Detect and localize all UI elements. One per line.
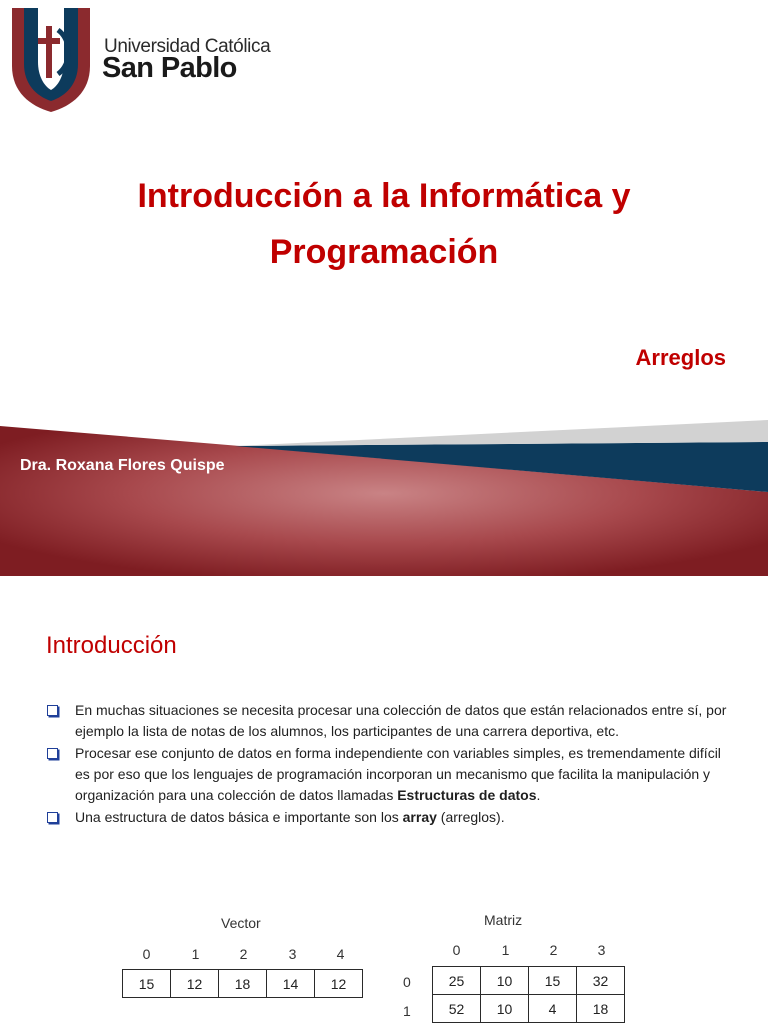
bullet-bold-text: Estructuras de datos: [397, 787, 537, 803]
vector-cell: 12: [171, 970, 219, 998]
square-bullet-icon: [47, 705, 58, 716]
square-bullet-icon: [47, 812, 58, 823]
table-row: [123, 970, 363, 998]
bullet-item-1: [46, 700, 736, 742]
matrix-col-index: 2: [549, 942, 558, 958]
vector-cell: 12: [315, 970, 363, 998]
matrix-title: Matriz: [484, 912, 523, 928]
table-row: [433, 995, 625, 1023]
matrix-row-index: 0: [403, 974, 411, 990]
matrix-col-index: 1: [501, 942, 510, 958]
vector-index: 1: [191, 946, 200, 962]
matrix-cell: 25: [433, 967, 481, 995]
course-title-line2: Programación: [269, 233, 499, 271]
university-name-line1: Universidad Católica: [104, 36, 271, 57]
bullet-text: En muchas situaciones se necesita procesar una colección de datos que están relacionados entre sí, por ejemplo la lista de notas de los alumnos, los participantes de una carrera deportiva, etc.: [75, 702, 727, 739]
vector-table: [122, 969, 363, 998]
author-name: Dra. Roxana Flores Quispe: [20, 457, 225, 474]
matrix-cell: 18: [577, 995, 625, 1023]
matrix-col-index: 0: [452, 942, 461, 958]
bullet-item-2: [46, 743, 736, 806]
matrix-cell: 32: [577, 967, 625, 995]
matrix-cell: 4: [529, 995, 577, 1023]
vector-index: 3: [288, 946, 297, 962]
vector-index: 0: [142, 946, 151, 962]
bullet-bold-text: array: [402, 809, 437, 825]
university-name-line2: San Pablo: [102, 52, 237, 84]
matrix-cell: 15: [529, 967, 577, 995]
section-heading: Introducción: [46, 632, 177, 659]
vector-index: 2: [239, 946, 248, 962]
matrix-table: [432, 966, 625, 1023]
university-shield-logo: [8, 8, 94, 112]
content-slide: [0, 576, 768, 1024]
bullet-item-3: [46, 807, 736, 828]
bullet-text-end: (arreglos).: [436, 809, 505, 825]
bullet-text: Procesar ese conjunto de datos en forma independiente con variables simples, es tremendamente difícil es por eso que los lenguajes de programación incorporan un mecanismo que facilita la manipulación y organización para una colección de datos llamadas: [75, 745, 721, 803]
bullet-text-end: .: [536, 787, 541, 803]
matrix-cell: 52: [433, 995, 481, 1023]
vector-cell: 14: [267, 970, 315, 998]
table-row: [433, 967, 625, 995]
topic-title: Arreglos: [635, 345, 726, 370]
matrix-col-index: 3: [597, 942, 606, 958]
course-title: [40, 168, 728, 280]
vector-cell: 18: [219, 970, 267, 998]
bullet-text: Una estructura de datos básica e importante son los: [75, 809, 403, 825]
matrix-cell: 10: [481, 995, 529, 1023]
bullet-list: [46, 700, 736, 829]
decorative-banner: [0, 420, 768, 576]
vector-index: 4: [336, 946, 345, 962]
vector-cell: 15: [123, 970, 171, 998]
vector-title: Vector: [221, 915, 261, 931]
matrix-row-index: 1: [403, 1003, 411, 1019]
square-bullet-icon: [47, 748, 58, 759]
course-title-line1: Introducción a la Informática y: [137, 177, 631, 215]
matrix-cell: 10: [481, 967, 529, 995]
